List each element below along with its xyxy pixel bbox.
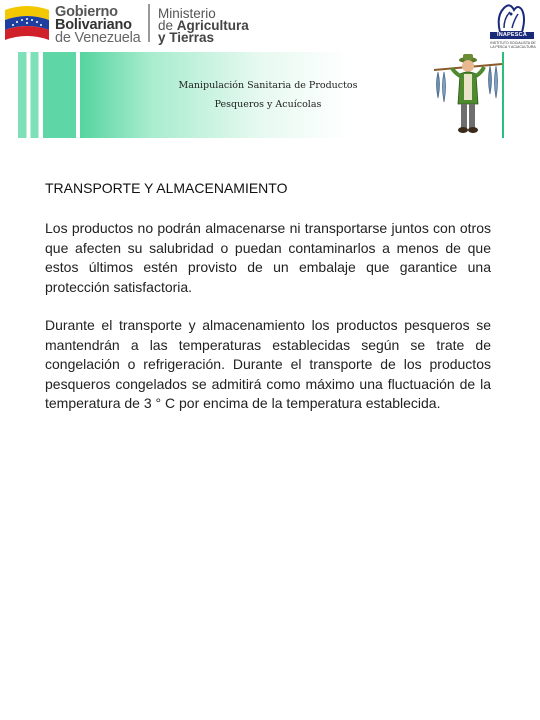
gov-line-1: Gobierno <box>55 4 118 20</box>
document-body <box>45 179 491 433</box>
ministry-line-2-prefix: de <box>158 18 174 33</box>
gov-line-3: de Venezuela <box>55 30 141 46</box>
ministry-line-3-bold: Tierras <box>169 30 215 45</box>
ministry-line-1: Ministerio <box>158 6 216 21</box>
inapesca-name: INAPESCA <box>490 32 534 39</box>
ministry-name <box>158 8 249 44</box>
banner-title-line-1: Manipulación Sanitaria de Productos <box>178 80 358 91</box>
fish-logo-icon <box>484 2 540 34</box>
ministry-line-3 <box>158 32 249 44</box>
inapesca-subtitle: INSTITUTO SOCIALISTA DE LA PESCA Y ACUICULTURA <box>490 41 536 49</box>
paragraph: Los productos no podrán almacenarse ni transportarse juntos con otros que afecten su salubridad o puedan contaminarlos a menos de que estos últimos estén provisto de un embalaje que garantice una protección satisfactoria. <box>45 220 491 295</box>
title-banner <box>18 52 432 138</box>
fisherman-illustration <box>432 52 504 138</box>
government-logo <box>0 0 260 50</box>
ministry-line-3-prefix: y <box>158 30 166 45</box>
banner-title-line-2: Pesqueros y Acuícolas <box>214 99 322 110</box>
ministry-line-2-bold: Agricultura <box>176 18 249 33</box>
banner-title <box>168 76 368 114</box>
section-heading: TRANSPORTE Y ALMACENAMIENTO <box>45 180 288 196</box>
logo-divider <box>148 4 150 42</box>
inapesca-logo <box>484 2 540 54</box>
government-name <box>55 6 141 45</box>
venezuela-flag-icon <box>3 4 51 44</box>
gov-line-2: Bolivariano <box>55 17 132 33</box>
fisherman-carrying-fish-icon <box>432 52 504 138</box>
paragraph: Durante el transporte y almacenamiento los productos pesqueros se mantendrán a las temperaturas establecidas según se trate de congelación o refrigeración. Durante el transporte de los productos pesqueros congelados se admitirá como máximo una fluctuación de la temperatura de 3 ° C por encima de la temperatura establecida. <box>45 317 491 411</box>
